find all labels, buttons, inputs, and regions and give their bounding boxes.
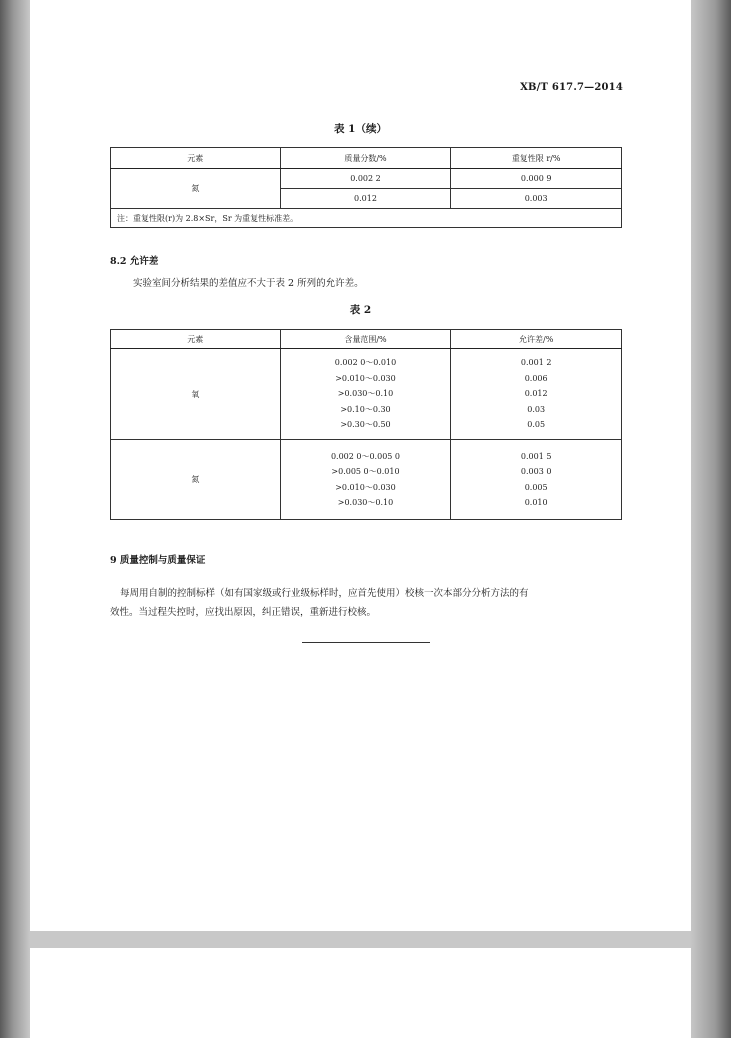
range-value: >0.30～0.50 [340, 420, 391, 430]
tolerance-value: 0.001 2 [520, 358, 552, 368]
section-9-line-2: 效性。当过程失控时，应找出原因，纠正错误，重新进行校核。 [110, 607, 377, 618]
table-row [111, 169, 622, 189]
section-9-line-1: 每周用自制的控制标样（如有国家级或行业级标样时，应首先使用）校核一次本部分分析方法的有 [120, 588, 529, 599]
document-page [30, 0, 691, 931]
range-value: >0.010～0.030 [335, 373, 396, 383]
tolerance-value: 0.05 [527, 420, 546, 430]
tolerance-value: 0.001 5 [520, 451, 552, 461]
table2-element-oxygen: 氧 [111, 349, 281, 440]
table1-header-repeatability: 重复性限 r/% [451, 148, 622, 169]
tolerance-value: 0.003 0 [520, 467, 552, 476]
table2-ranges-nitrogen [280, 440, 451, 520]
table1-header-mass-fraction: 质量分数/% [280, 148, 451, 169]
range-value: >0.030～0.10 [337, 389, 394, 399]
range-value: 0.002 0～0.010 [334, 358, 397, 368]
next-page [30, 948, 691, 1038]
table2-header-element: 元素 [111, 330, 281, 349]
table1-note: 注：重复性限(r)为 2.8×Sr，Sr 为重复性标准差。 [111, 209, 622, 228]
section-9-text [110, 584, 630, 622]
tolerance-value: 0.012 [524, 389, 548, 399]
table2-caption: 表 2 [349, 304, 372, 316]
table2-header-tolerance: 允许差/% [451, 330, 622, 349]
range-value: 0.002 0～0.005 0 [330, 451, 401, 461]
section-8-2-text: 实验室间分析结果的差值应不大于表 2 所列的允许差。 [133, 278, 364, 289]
table1-cell: 0.002 2 [280, 169, 451, 189]
range-value: >0.005 0～0.010 [331, 467, 400, 476]
table1-cell: 0.003 [451, 189, 622, 209]
tolerance-value: 0.03 [527, 404, 546, 414]
tolerance-value: 0.006 [524, 373, 548, 383]
range-value: >0.030～0.10 [337, 498, 394, 507]
table2-header-range: 含量范围/% [280, 330, 451, 349]
table2-tolerances-oxygen [451, 349, 622, 440]
table1-cell: 0.000 9 [451, 169, 622, 189]
tolerance-value: 0.005 [524, 482, 548, 492]
table2 [110, 329, 622, 520]
range-value: >0.010～0.030 [335, 482, 396, 492]
table1-cell: 0.012 [280, 189, 451, 209]
table2-ranges-oxygen [280, 349, 451, 440]
table2-tolerances-nitrogen [451, 440, 622, 520]
table2-element-nitrogen: 氮 [111, 440, 281, 520]
standard-number: XB/T 617.7—2014 [520, 82, 623, 93]
table1-caption: 表 1（续） [334, 123, 387, 135]
section-8-2-heading: 8.2 允许差 [110, 256, 159, 267]
table-row [111, 440, 622, 520]
section-9-heading: 9 质量控制与质量保证 [110, 555, 206, 566]
tolerance-value: 0.010 [524, 498, 548, 507]
table1 [110, 147, 622, 228]
table-row [111, 349, 622, 440]
range-value: >0.10～0.30 [340, 404, 391, 414]
end-rule [302, 642, 430, 643]
table1-header-element: 元素 [111, 148, 281, 169]
table1-element-cell: 氮 [111, 169, 281, 209]
